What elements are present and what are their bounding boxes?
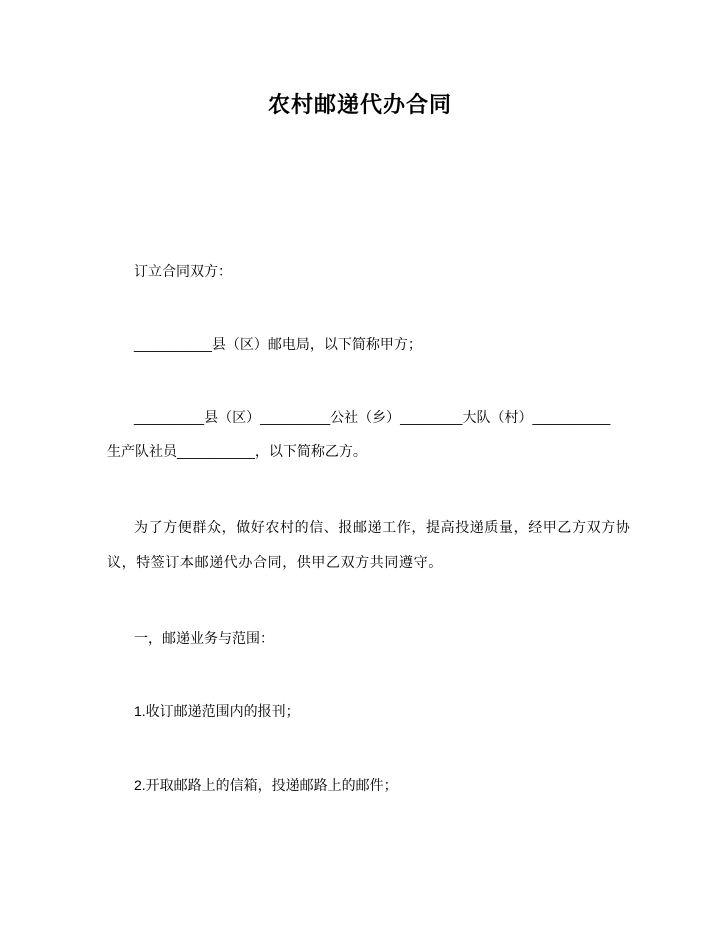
paragraph-party-a: __________县（区）邮电局，以下简称甲方； <box>134 336 422 352</box>
section-heading-scope: 一，邮递业务与范围： <box>134 630 274 646</box>
paragraph-purpose: 为了方便群众，做好农村的信、报邮递工作，提高投递质量，经甲乙方双方协 <box>134 519 631 535</box>
document-title: 农村邮递代办合同 <box>267 92 452 117</box>
paragraph-party-b-cont: 生产队社员__________，以下简称乙方。 <box>107 443 367 459</box>
paragraph-parties: 订立合同双方： <box>134 263 232 279</box>
paragraph-purpose-cont: 议，特签订本邮递代办合同，供甲乙双方共同遵守。 <box>107 554 443 570</box>
list-item-1: 1.收订邮递范围内的报刊； <box>134 703 300 719</box>
paragraph-party-b: _________县（区）_________公社（乡）________大队（村）__________ <box>134 409 611 425</box>
list-item-2: 2.开取邮路上的信箱，投递邮路上的邮件； <box>134 777 398 793</box>
